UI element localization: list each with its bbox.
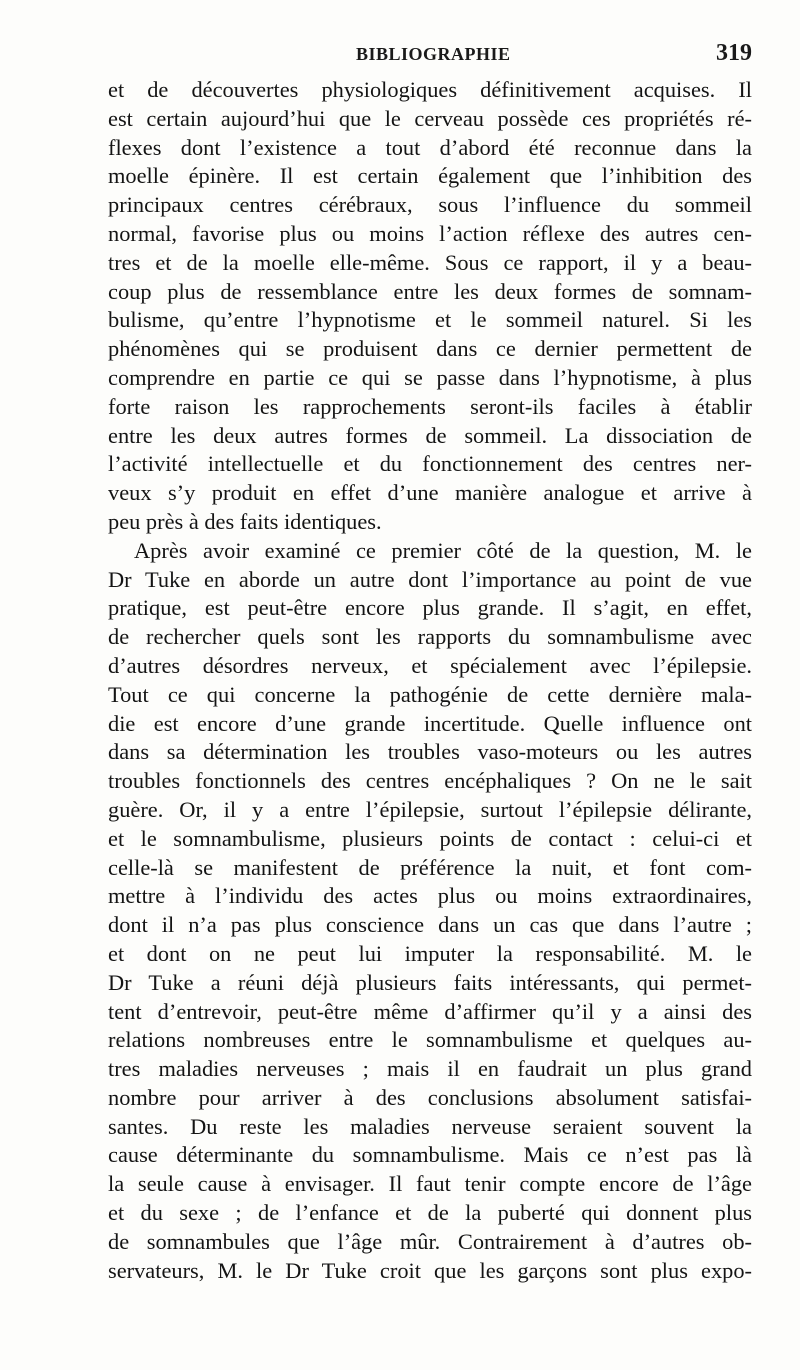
text-line: flexes dont l’existence a tout d’abord été reconnue dans la: [108, 134, 752, 160]
page-number: 319: [716, 40, 752, 66]
running-title: BIBLIOGRAPHIE: [356, 44, 511, 64]
text-line: bulisme, qu’entre l’hypnotisme et le sommeil naturel. Si les: [108, 307, 752, 333]
text-line: et du sexe ; de l’enfance et de la puberté qui donnent plus: [108, 1200, 752, 1226]
text-line: troubles fonctionnels des centres encéphaliques ? On ne le sait: [108, 768, 752, 794]
text-line: Tout ce qui concerne la pathogénie de cette dernière mala-: [108, 681, 752, 707]
text-line: tres maladies nerveuses ; mais il en faudrait un plus grand: [108, 1056, 752, 1082]
text-line: l’activité intellectuelle et du fonctionnement des centres ner-: [108, 451, 752, 477]
text-line: la seule cause à envisager. Il faut tenir compte encore de l’âge: [108, 1171, 752, 1197]
text-line: mettre à l’individu des actes plus ou moins extraordinaires,: [108, 883, 752, 909]
text-line: phénomènes qui se produisent dans ce dernier permettent de: [108, 336, 752, 362]
running-head: [106, 40, 752, 76]
text-line: nombre pour arriver à des conclusions absolument satisfai-: [108, 1084, 752, 1110]
text-line: entre les deux autres formes de sommeil. La dissociation de: [108, 422, 752, 448]
text-line: principaux centres cérébraux, sous l’influence du sommeil: [108, 192, 752, 218]
text-line: d’autres désordres nerveux, et spécialement avec l’épilepsie.: [108, 652, 752, 678]
text-line: tent d’entrevoir, peut-être même d’affirmer qu’il y a ainsi des: [108, 998, 752, 1024]
text-line: coup plus de ressemblance entre les deux formes de somnam-: [108, 278, 752, 304]
text-line: et le somnambulisme, plusieurs points de contact : celui-ci et: [108, 825, 752, 851]
text-line: cause déterminante du somnambulisme. Mais ce n’est pas là: [108, 1142, 752, 1168]
paragraph-end-line: peu près à des faits identiques.: [108, 508, 382, 534]
text-line: et de découvertes physiologiques définitivement acquises. Il: [108, 77, 752, 102]
paragraph-start-line: Après avoir examiné ce premier côté de la question, M. le: [134, 537, 752, 563]
text-line: Dr Tuke a réuni déjà plusieurs faits intéressants, qui permet-: [108, 969, 752, 995]
text-line: est certain aujourd’hui que le cerveau possède ces propriétés ré-: [108, 105, 752, 131]
text-line: de somnambules que l’âge mûr. Contrairement à d’autres ob-: [108, 1228, 752, 1254]
text-line: moelle épinère. Il est certain également que l’inhibition des: [108, 163, 752, 189]
text-line: pratique, est peut-être encore plus grande. Il s’agit, en effet,: [108, 595, 752, 621]
text-line: forte raison les rapprochements seront-ils faciles à établir: [108, 393, 752, 419]
text-line: guère. Or, il y a entre l’épilepsie, surtout l’épilepsie délirante,: [108, 796, 752, 822]
text-line: et dont on ne peut lui imputer la responsabilité. M. le: [108, 940, 752, 966]
text-line: die est encore d’une grande incertitude. Quelle influence ont: [108, 710, 752, 736]
text-line: comprendre en partie ce qui se passe dans l’hypnotisme, à plus: [108, 364, 752, 390]
text-line: celle-là se manifestent de préférence la nuit, et font com-: [108, 854, 752, 880]
text-line: servateurs, M. le Dr Tuke croit que les garçons sont plus expo-: [108, 1257, 752, 1283]
text-line: veux s’y produit en effet d’une manière analogue et arrive à: [108, 480, 752, 506]
text-line: normal, favorise plus ou moins l’action réflexe des autres cen-: [108, 220, 752, 246]
text-line: relations nombreuses entre le somnambulisme et quelques au-: [108, 1027, 752, 1053]
text-line: dans sa détermination les troubles vaso-moteurs ou les autres: [108, 739, 752, 765]
text-line: tres et de la moelle elle-même. Sous ce rapport, il y a beau-: [108, 249, 752, 275]
text-line: Dr Tuke en aborde un autre dont l’importance au point de vue: [108, 566, 752, 592]
text-line: dont il n’a pas plus conscience dans un cas que dans l’autre ;: [108, 912, 752, 938]
body-text: [108, 76, 752, 1285]
text-line: de rechercher quels sont les rapports du somnambulisme avec: [108, 624, 752, 650]
text-line: santes. Du reste les maladies nerveuse seraient souvent la: [108, 1113, 752, 1139]
